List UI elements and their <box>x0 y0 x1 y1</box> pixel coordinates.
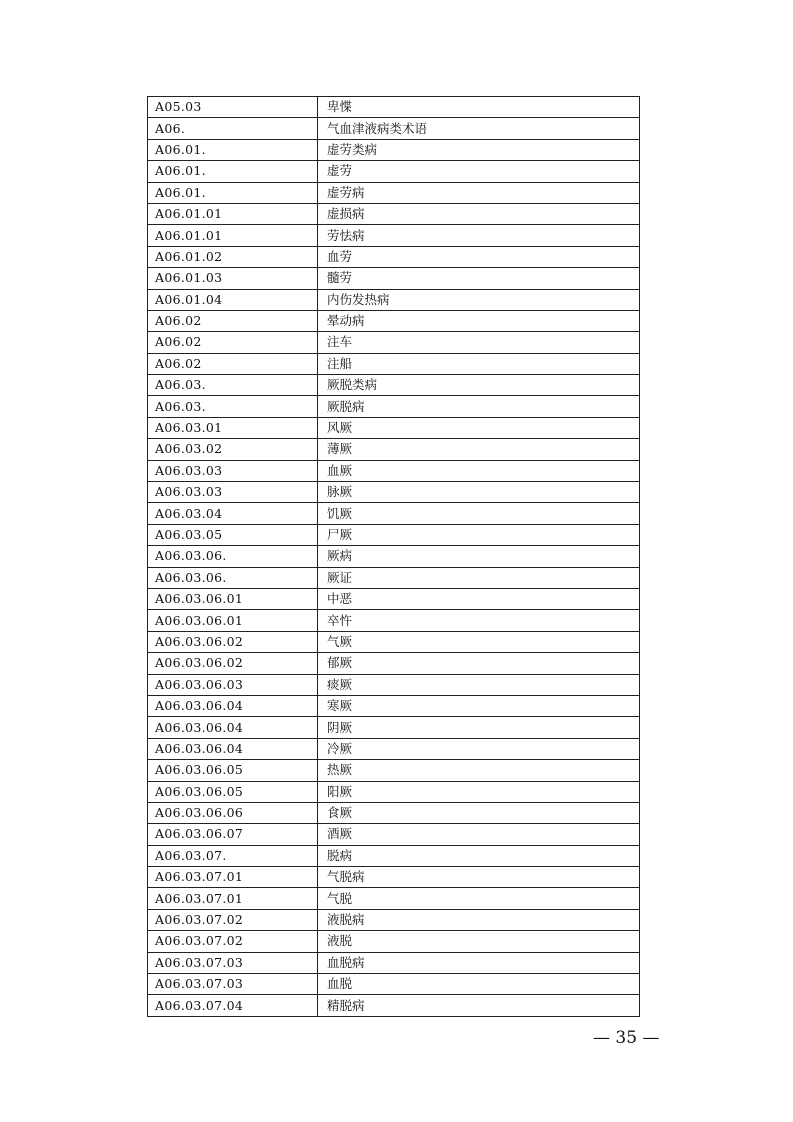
table-row <box>148 460 640 481</box>
code-cell: A06.03.06.03 <box>148 674 318 695</box>
table-row <box>148 482 640 503</box>
table-row <box>148 182 640 203</box>
term-cell: 气厥 <box>318 631 640 652</box>
term-cell: 髓劳 <box>318 268 640 289</box>
term-cell: 卑惵 <box>318 97 640 118</box>
code-cell: A06.03.06.01 <box>148 610 318 631</box>
table-row <box>148 97 640 118</box>
code-cell: A06. <box>148 118 318 139</box>
term-cell: 热厥 <box>318 760 640 781</box>
table-row <box>148 310 640 331</box>
term-cell: 厥证 <box>318 567 640 588</box>
term-cell: 内伤发热病 <box>318 289 640 310</box>
table-row <box>148 588 640 609</box>
term-cell: 血劳 <box>318 246 640 267</box>
term-cell: 冷厥 <box>318 738 640 759</box>
term-cell: 食厥 <box>318 802 640 823</box>
code-cell: A06.03.07.02 <box>148 931 318 952</box>
term-cell: 厥脱病 <box>318 396 640 417</box>
term-cell: 晕动病 <box>318 310 640 331</box>
code-cell: A06.03.07.01 <box>148 888 318 909</box>
term-cell: 劳怯病 <box>318 225 640 246</box>
table-row <box>148 439 640 460</box>
table-row <box>148 268 640 289</box>
table-row <box>148 653 640 674</box>
code-cell: A06.03.06.07 <box>148 824 318 845</box>
table-row <box>148 161 640 182</box>
term-cell: 精脱病 <box>318 995 640 1016</box>
term-cell: 痰厥 <box>318 674 640 695</box>
table-row <box>148 567 640 588</box>
code-cell: A06.01.03 <box>148 268 318 289</box>
code-cell: A06.03.06.02 <box>148 653 318 674</box>
term-cell: 风厥 <box>318 417 640 438</box>
table-row <box>148 738 640 759</box>
code-cell: A06.03.06.05 <box>148 760 318 781</box>
code-cell: A06.01.04 <box>148 289 318 310</box>
code-cell: A06.01. <box>148 182 318 203</box>
code-cell: A06.03.07. <box>148 845 318 866</box>
code-cell: A06.03.06.04 <box>148 738 318 759</box>
term-cell: 液脱 <box>318 931 640 952</box>
table-body <box>148 97 640 1017</box>
term-cell: 血厥 <box>318 460 640 481</box>
term-cell: 中恶 <box>318 588 640 609</box>
code-cell: A06.03.02 <box>148 439 318 460</box>
term-cell: 虚劳类病 <box>318 139 640 160</box>
term-cell: 厥病 <box>318 546 640 567</box>
table-row <box>148 396 640 417</box>
code-cell: A06.03.06.04 <box>148 717 318 738</box>
terminology-table-container <box>147 96 640 1017</box>
code-cell: A06.01.01 <box>148 225 318 246</box>
code-cell: A05.03 <box>148 97 318 118</box>
term-cell: 饥厥 <box>318 503 640 524</box>
table-row <box>148 546 640 567</box>
table-row <box>148 995 640 1016</box>
table-row <box>148 781 640 802</box>
term-cell: 阳厥 <box>318 781 640 802</box>
table-row <box>148 503 640 524</box>
code-cell: A06.03.06.02 <box>148 631 318 652</box>
term-cell: 注船 <box>318 353 640 374</box>
table-row <box>148 845 640 866</box>
table-row <box>148 118 640 139</box>
page-number: — 35 — <box>593 1028 660 1048</box>
table-row <box>148 225 640 246</box>
term-cell: 气脱 <box>318 888 640 909</box>
code-cell: A06.03.06.06 <box>148 802 318 823</box>
table-row <box>148 888 640 909</box>
code-cell: A06.03.01 <box>148 417 318 438</box>
code-cell: A06.03.03 <box>148 460 318 481</box>
term-cell: 虚损病 <box>318 203 640 224</box>
code-cell: A06.01.02 <box>148 246 318 267</box>
term-cell: 尸厥 <box>318 524 640 545</box>
term-cell: 注车 <box>318 332 640 353</box>
code-cell: A06.03.06. <box>148 546 318 567</box>
table-row <box>148 631 640 652</box>
table-row <box>148 909 640 930</box>
table-row <box>148 139 640 160</box>
table-row <box>148 610 640 631</box>
table-row <box>148 802 640 823</box>
code-cell: A06.03.07.03 <box>148 952 318 973</box>
table-row <box>148 524 640 545</box>
code-cell: A06.01.01 <box>148 203 318 224</box>
table-row <box>148 931 640 952</box>
code-cell: A06.02 <box>148 310 318 331</box>
table-row <box>148 974 640 995</box>
table-row <box>148 289 640 310</box>
term-cell: 卒忤 <box>318 610 640 631</box>
code-cell: A06.03.07.01 <box>148 867 318 888</box>
term-cell: 脉厥 <box>318 482 640 503</box>
table-row <box>148 674 640 695</box>
term-cell: 郁厥 <box>318 653 640 674</box>
term-cell: 寒厥 <box>318 695 640 716</box>
code-cell: A06.03.03 <box>148 482 318 503</box>
table-row <box>148 824 640 845</box>
term-cell: 阴厥 <box>318 717 640 738</box>
code-cell: A06.03.05 <box>148 524 318 545</box>
terminology-table <box>147 96 640 1017</box>
term-cell: 气血津液病类术语 <box>318 118 640 139</box>
table-row <box>148 375 640 396</box>
code-cell: A06.03.06.04 <box>148 695 318 716</box>
term-cell: 液脱病 <box>318 909 640 930</box>
code-cell: A06.03. <box>148 375 318 396</box>
code-cell: A06.02 <box>148 332 318 353</box>
table-row <box>148 867 640 888</box>
code-cell: A06.03.06.05 <box>148 781 318 802</box>
code-cell: A06.03.04 <box>148 503 318 524</box>
code-cell: A06.01. <box>148 161 318 182</box>
code-cell: A06.03.06. <box>148 567 318 588</box>
code-cell: A06.03.06.01 <box>148 588 318 609</box>
table-row <box>148 717 640 738</box>
table-row <box>148 760 640 781</box>
code-cell: A06.03.07.04 <box>148 995 318 1016</box>
code-cell: A06.03.07.03 <box>148 974 318 995</box>
code-cell: A06.03. <box>148 396 318 417</box>
term-cell: 血脱 <box>318 974 640 995</box>
table-row <box>148 203 640 224</box>
table-row <box>148 695 640 716</box>
table-row <box>148 417 640 438</box>
code-cell: A06.03.07.02 <box>148 909 318 930</box>
table-row <box>148 246 640 267</box>
term-cell: 气脱病 <box>318 867 640 888</box>
term-cell: 血脱病 <box>318 952 640 973</box>
table-row <box>148 353 640 374</box>
term-cell: 虚劳 <box>318 161 640 182</box>
term-cell: 厥脱类病 <box>318 375 640 396</box>
term-cell: 脱病 <box>318 845 640 866</box>
table-row <box>148 952 640 973</box>
table-row <box>148 332 640 353</box>
code-cell: A06.02 <box>148 353 318 374</box>
code-cell: A06.01. <box>148 139 318 160</box>
term-cell: 薄厥 <box>318 439 640 460</box>
term-cell: 酒厥 <box>318 824 640 845</box>
term-cell: 虚劳病 <box>318 182 640 203</box>
